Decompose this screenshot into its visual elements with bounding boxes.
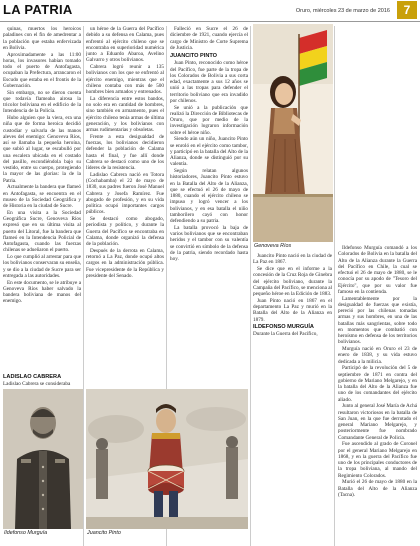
paragraph: Frente a esta desigualdad de fuerzas, los bolivianos decidieron defender la población de Calama hasta el final, y fue allí donde Cabrera se destacó como uno de los líderes de la resistencia.: [86, 133, 164, 171]
page-number-badge: 7: [397, 1, 417, 19]
juancito-pinto-drawing: [86, 389, 248, 529]
paragraph: Se dice que en el informe a la concesión de la Cruz Roja de Ginebra del ejército boliviano, durante la Campaña del Pacífico, se menciona al pequeño héroe en la Edición de 1883.: [253, 266, 332, 297]
paragraph: Ladislao Cabrera se consideraba: [3, 381, 71, 388]
article-column-5: [338, 245, 417, 540]
newspaper-name: LA PATRIA: [3, 2, 73, 17]
subheading-murguia: ILDEFONSO MURGUÍA: [253, 324, 314, 330]
subheading-cabrera: LADISLAO CABRERA: [3, 374, 62, 380]
subheading-pinto: JUANCITO PINTO: [170, 53, 218, 59]
paragraph: Sin embargo, no se dieron cuenta que todavía flameaba airosa la tricolor boliviana en el edificio de la Intendencia de la Policía.: [3, 89, 81, 115]
paragraph: Siendo aún un niño, Juancito Pinto se enroló en el ejército como tambor, y participó en la batalla del Alto de la Alianza, donde se distinguió por su valentía.: [170, 136, 248, 168]
dateline: Oruro, miércoles 23 de marzo de 2016: [295, 8, 390, 14]
column-divider: [334, 26, 335, 546]
caption-genoveva-rios: Genoveva Ríos: [254, 243, 292, 249]
paragraph: La batalla provocó la baja de varios bolivianos que se encontraban heridos y el tambor con su valentía se convirtió en símbolo de la defensa de la patria, siendo recordado hasta hoy.: [170, 224, 248, 262]
paragraph: Murguía nació en Oruro el 23 de enero de 1838, y su vida estuvo dedicada a la milicia.: [338, 346, 417, 365]
juancito-pinto-illustration: [86, 389, 248, 529]
column-divider: [250, 26, 251, 546]
article-column-1: [3, 26, 81, 371]
masthead: [0, 0, 420, 22]
paragraph: Murió el 26 de mayo de 1880 en la Batalla del Alto de la Alianza (Tacna).: [338, 479, 417, 498]
paragraph: Durante la Guerra del Pacífico,: [253, 331, 318, 338]
section-cabrera: [3, 372, 81, 388]
paragraph: Según relatan algunos historiadores, Juancito Pinto estuvo en la Batalla del Alto de la Alianza, que se efectuó el 26 de mayo de 1880, cuando el ejército chileno se impuso y logró vencer a los bolivianos, y en esa batalla el niño tamborilero cayó con honor defendiendo a su patria.: [170, 168, 248, 224]
paragraph: Aproximadamente a las 11:00 horas, los invasores habían tomado todo el puerto de Antofagasta, ocupaban la Prefectura, arrancaron el Escudo que estaba en el frontis de la Gobernación.: [3, 51, 81, 89]
paragraph: un héroe de la Guerra del Pacífico debido a su defensa en Calama, pues enfrentó al ejército chileno que se encontraba en superioridad numérica junto a Eduardo Abaroa, Avelino Galvarro y otros bolivianos.: [86, 26, 164, 64]
paragraph: Falleció en Sucre el 26 de diciembre de 1921, cuando ejercía el cargo de Ministro de Corte Suprema de Justicia.: [170, 26, 248, 51]
article-column-4: [253, 253, 332, 323]
paragraph: Juancito Pinto nació en la ciudad de La Paz en 1867.: [253, 253, 332, 266]
paragraph: Juan Pinto, reconocido como héroe del Pacífico, fue parte de la tropa de los Colorados de Bolivia a sus corta edad, exactamente a sus 12 años se unió a las tropas para defender el territorio boliviano que era invadido por chilenos.: [170, 60, 248, 104]
article-column-3: [170, 26, 248, 418]
paragraph: Cabrera logró reunir a 135 bolivianos con los que se enfrentó al ejército enemigo, mientras que el chileno contaba con más de 500 hombres bien armados y entrenados.: [86, 64, 164, 95]
paragraph: Se unió a la publicación que realizó la Dirección de Bibliotecas de Oruro, que por medio de la investigación lograron información sobre el héroe niño.: [170, 104, 248, 136]
paragraph: La diferencia entre estos bandos, no solo era en cantidad de hombres, sino también en armamento, pues el ejército chileno tenía armas de última generación, y los bolivianos con armas rudimentarias y obsoletas.: [86, 95, 164, 133]
murguia-portrait: [3, 389, 83, 529]
paragraph: Junto al general José María de Achá resultaron victoriosos en la batalla de San Juan, en la que fue derrotado el general Mariano Melgarejo, y posteriormente fue nombrado Comandante General de Policía.: [338, 403, 417, 441]
paragraph: Fue ascendido al grado de Coronel por el general Mariano Melgarejo en 1868, y en la guerra del Pacífico fue uno de los principales conductores de la tropa boliviana, al mando del Regimiento Colorados.: [338, 441, 417, 479]
column-divider: [83, 26, 84, 546]
paragraph: Lamentablemente por la desigualdad de fuerzas que existía, pereció por las chilenas tomadas armas y sus hombres, en una de las batallas más sangrientas, sobre todo en momentos que combatió con heroísmo en defensa de los territorios bolivianos.: [338, 295, 417, 346]
paragraph: En una visita a la Sociedad Geográfica Sucre, Genoveva Ríos expresó que en su última visita al puerto del Litoral, fue la bandera que flameó en la Intendencia Policial de Antofagasta, cuando las fuerzas chilenas se adueñaron el puerto.: [3, 209, 81, 254]
genoveva-rios-drawing: [253, 24, 333, 242]
article-column-2: [86, 26, 164, 418]
paragraph: Actualmente la bandera que flameó en Antofagasta, se encuentra en el museo de la Sociedad Geográfica y de Historia en la ciudad de Sucre.: [3, 184, 81, 209]
paragraph: Lo que cumplió al arrestar para que los bolivianos conservaran su enseña, y se dio a la ciudad de Sucre para ser entregada a las autoridades.: [3, 254, 81, 279]
genoveva-rios-illustration: [253, 24, 333, 242]
paragraph: Hubo alguien que la viera, era una niña que de forma heroica decidió custodiar y salvarla de las manos aleves del enemigo: Genoveva Ríos, así se llamaba la pequeña heroína, que subió al lugar, se escabulló por una escalera ubicada en el costado del pasillo, escondiéndola bajo su vestido, entre su cuerpo, protegiendo la mayor de las glorias: la de la Patria.: [3, 115, 81, 184]
paragraph: Después de la derrota en Calama, retornó a La Paz, donde ocupó altos cargos en la administración pública. Fue vicepresidente de la República y presidente del Senado.: [86, 247, 164, 279]
paragraph: Juan Pinto nació en 1867 en el departamento La Paz y murió en la Batalla del Alto de la Alianza en 1879.: [253, 297, 332, 323]
section-murguia: [253, 322, 332, 338]
paragraph: En este documento, se le atribuye a Genoveva Ríos haber salvado la bandera boliviana de manos del enemigo.: [3, 279, 81, 305]
caption-ildefonso-murguia: Ildefonso Murguía: [4, 530, 48, 536]
paragraph: Se destacó como abogado, periodista y político, y durante la Guerra del Pacífico se encontraba en Calama, donde organizó la defensa de la población.: [86, 216, 164, 247]
paragraph: Ladislao Cabrera nació en Totora (Cochabamba) el 22 de mayo de 1830, sus padres fueron José Manuel Cabrera y Josefa Ramírez. Fue abogado de profesión, y en su vida política ocupó importantes cargos públicos.: [86, 171, 164, 216]
paragraph: Ildefonso Murguía comandó a los Colorados de Bolivia en la batalla del Alto de la Alianza durante la Guerra del Pacífico en Chile, la cual se efectuó el 26 de mayo de 1880, se le conocía por su apodo de "Tesoro del Ejército", que por su valor fue famoso en la contienda.: [338, 245, 417, 295]
paragraph: Participó de la revolución del 5 de septiembre de 1871 en contra del gobierno de Mariano Melgarejo, y en la batalla del Alto de la Alianza fue uno de los comandantes del ejército aliado.: [338, 365, 417, 403]
caption-juancito-pinto: Juancito Pinto: [87, 530, 121, 536]
ildefonso-murguia-photo: [3, 389, 83, 529]
paragraph: quinas, muertos los heroicos paladines con el fin de amedrentar a la población que estaba enfervizada en Bolivia.: [3, 26, 81, 51]
